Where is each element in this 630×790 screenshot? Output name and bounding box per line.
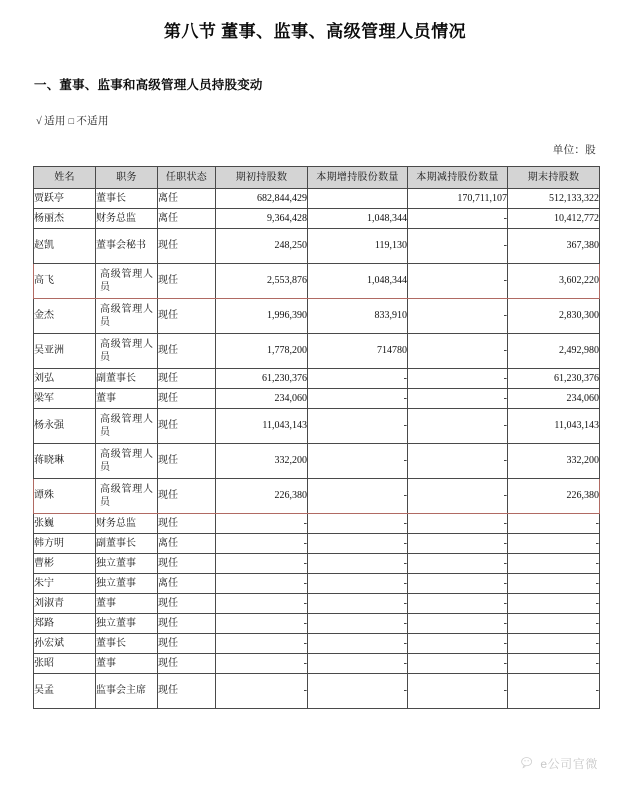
cell-name: 刘弘 (34, 369, 96, 389)
cell-status: 现任 (158, 614, 216, 634)
cell-shares-begin: 226,380 (216, 479, 308, 514)
cell-shares-increased: - (308, 534, 408, 554)
cell-position: 独立董事 (96, 574, 158, 594)
cell-position: 高级管理人员 (96, 444, 158, 479)
cell-status: 现任 (158, 369, 216, 389)
cell-position: 财务总监 (96, 514, 158, 534)
cell-shares-increased: - (308, 409, 408, 444)
cell-shares-decreased: - (408, 634, 508, 654)
cell-name: 郑路 (34, 614, 96, 634)
cell-shares-end: - (508, 554, 600, 574)
cell-status: 现任 (158, 389, 216, 409)
cell-shares-end: - (508, 614, 600, 634)
table-row (34, 534, 600, 554)
table-row (34, 229, 600, 264)
cell-shares-begin: - (216, 634, 308, 654)
cell-name: 杨永强 (34, 409, 96, 444)
applicable-checkmark-icon: √ (36, 116, 43, 127)
cell-shares-increased: - (308, 614, 408, 634)
cell-shares-begin: - (216, 534, 308, 554)
cell-status: 离任 (158, 209, 216, 229)
cell-shares-end: 11,043,143 (508, 409, 600, 444)
cell-status: 离任 (158, 574, 216, 594)
cell-shares-begin: - (216, 654, 308, 674)
table-header-row (34, 167, 600, 189)
cell-shares-decreased: - (408, 334, 508, 369)
cell-name: 吴孟 (34, 674, 96, 709)
watermark-text: e公司官微 (540, 757, 598, 771)
cell-name: 金杰 (34, 299, 96, 334)
cell-status: 现任 (158, 229, 216, 264)
cell-shares-increased: - (308, 554, 408, 574)
cell-shares-decreased: - (408, 444, 508, 479)
column-header-shares-begin: 期初持股数 (216, 167, 308, 189)
column-header-shares-increased: 本期增持股份数量 (308, 167, 408, 189)
cell-shares-end: 512,133,322 (508, 189, 600, 209)
cell-position: 副董事长 (96, 534, 158, 554)
cell-shares-increased: 1,048,344 (308, 264, 408, 299)
cell-shares-begin: 1,778,200 (216, 334, 308, 369)
cell-position: 高级管理人员 (96, 479, 158, 514)
cell-position: 董事长 (96, 634, 158, 654)
cell-shares-end: - (508, 594, 600, 614)
cell-shares-decreased: - (408, 264, 508, 299)
table-row (34, 674, 600, 709)
cell-shares-increased: - (308, 654, 408, 674)
cell-shares-decreased: - (408, 229, 508, 264)
cell-shares-end: - (508, 634, 600, 654)
cell-shares-decreased: - (408, 299, 508, 334)
cell-shares-begin: - (216, 554, 308, 574)
table-row (34, 264, 600, 299)
cell-shares-increased: - (308, 479, 408, 514)
table-row (34, 594, 600, 614)
cell-name: 谭殊 (34, 479, 96, 514)
cell-shares-begin: 248,250 (216, 229, 308, 264)
cell-status: 离任 (158, 189, 216, 209)
not-applicable-label: 不适用 (76, 116, 109, 127)
column-header-status: 任职状态 (158, 167, 216, 189)
cell-position: 高级管理人员 (96, 299, 158, 334)
cell-shares-increased: - (308, 594, 408, 614)
cell-name: 朱宁 (34, 574, 96, 594)
cell-name: 蒋晓琳 (34, 444, 96, 479)
cell-status: 现任 (158, 334, 216, 369)
cell-shares-decreased: - (408, 554, 508, 574)
cell-position: 高级管理人员 (96, 334, 158, 369)
cell-name: 杨丽杰 (34, 209, 96, 229)
applicable-label: 适用 (44, 116, 66, 127)
cell-position: 监事会主席 (96, 674, 158, 709)
cell-shares-end: 226,380 (508, 479, 600, 514)
cell-status: 现任 (158, 299, 216, 334)
table-row (34, 614, 600, 634)
cell-shares-end: - (508, 574, 600, 594)
cell-shares-end: 61,230,376 (508, 369, 600, 389)
cell-status: 现任 (158, 634, 216, 654)
holdings-table (33, 166, 600, 709)
holdings-table-container (0, 157, 630, 709)
cell-shares-increased: 833,910 (308, 299, 408, 334)
cell-shares-end: 234,060 (508, 389, 600, 409)
cell-shares-increased: - (308, 389, 408, 409)
cell-status: 现任 (158, 594, 216, 614)
cell-status: 现任 (158, 444, 216, 479)
watermark (521, 755, 598, 772)
cell-shares-decreased: 170,711,107 (408, 189, 508, 209)
cell-shares-begin: 234,060 (216, 389, 308, 409)
cell-name: 孙宏斌 (34, 634, 96, 654)
cell-shares-end: 367,380 (508, 229, 600, 264)
cell-shares-begin: 2,553,876 (216, 264, 308, 299)
cell-name: 曹彬 (34, 554, 96, 574)
cell-name: 赵凯 (34, 229, 96, 264)
cell-position: 副董事长 (96, 369, 158, 389)
cell-name: 吴亚洲 (34, 334, 96, 369)
cell-shares-end: - (508, 514, 600, 534)
cell-position: 董事长 (96, 189, 158, 209)
cell-position: 独立董事 (96, 554, 158, 574)
cell-shares-increased: 1,048,344 (308, 209, 408, 229)
cell-name: 刘淑青 (34, 594, 96, 614)
cell-shares-begin: - (216, 514, 308, 534)
table-row (34, 479, 600, 514)
wechat-logo-icon (521, 756, 536, 771)
cell-shares-begin: 9,364,428 (216, 209, 308, 229)
cell-status: 现任 (158, 479, 216, 514)
cell-shares-increased (308, 189, 408, 209)
cell-name: 张巍 (34, 514, 96, 534)
column-header-position: 职务 (96, 167, 158, 189)
unit-note: 单位：股 (552, 145, 596, 156)
cell-shares-decreased: - (408, 574, 508, 594)
cell-shares-end: 3,602,220 (508, 264, 600, 299)
cell-position: 董事会秘书 (96, 229, 158, 264)
cell-position: 高级管理人员 (96, 409, 158, 444)
cell-shares-decreased: - (408, 369, 508, 389)
cell-status: 现任 (158, 674, 216, 709)
cell-shares-increased: - (308, 514, 408, 534)
cell-shares-increased: 119,130 (308, 229, 408, 264)
cell-shares-increased: - (308, 674, 408, 709)
table-row (34, 634, 600, 654)
cell-shares-begin: - (216, 674, 308, 709)
cell-status: 现任 (158, 554, 216, 574)
cell-status: 现任 (158, 264, 216, 299)
cell-shares-begin: - (216, 614, 308, 634)
cell-name: 梁军 (34, 389, 96, 409)
table-row (34, 654, 600, 674)
cell-shares-begin: - (216, 594, 308, 614)
table-row (34, 554, 600, 574)
cell-shares-end: 10,412,772 (508, 209, 600, 229)
cell-shares-decreased: - (408, 389, 508, 409)
cell-status: 现任 (158, 654, 216, 674)
cell-shares-begin: 332,200 (216, 444, 308, 479)
cell-shares-begin: 61,230,376 (216, 369, 308, 389)
table-row (34, 334, 600, 369)
cell-name: 张昭 (34, 654, 96, 674)
table-row (34, 409, 600, 444)
cell-shares-increased: - (308, 634, 408, 654)
cell-position: 董事 (96, 594, 158, 614)
table-row (34, 444, 600, 479)
cell-shares-end: - (508, 654, 600, 674)
table-row (34, 299, 600, 334)
cell-shares-decreased: - (408, 594, 508, 614)
cell-position: 财务总监 (96, 209, 158, 229)
cell-shares-decreased: - (408, 534, 508, 554)
cell-shares-end: - (508, 674, 600, 709)
page-title: 第八节 董事、监事、高级管理人员情况 (163, 22, 467, 41)
cell-position: 董事 (96, 389, 158, 409)
cell-shares-increased: - (308, 574, 408, 594)
cell-shares-begin: 11,043,143 (216, 409, 308, 444)
column-header-shares-end: 期末持股数 (508, 167, 600, 189)
table-row (34, 574, 600, 594)
cell-shares-decreased: - (408, 409, 508, 444)
applicability-line (0, 93, 630, 128)
table-row (34, 189, 600, 209)
cell-shares-end: 332,200 (508, 444, 600, 479)
cell-shares-decreased: - (408, 514, 508, 534)
cell-position: 高级管理人员 (96, 264, 158, 299)
column-header-shares-decreased: 本期减持股份数量 (408, 167, 508, 189)
table-row (34, 209, 600, 229)
table-row (34, 389, 600, 409)
cell-shares-begin: 1,996,390 (216, 299, 308, 334)
cell-shares-decreased: - (408, 614, 508, 634)
cell-status: 现任 (158, 409, 216, 444)
cell-position: 独立董事 (96, 614, 158, 634)
table-row (34, 514, 600, 534)
cell-name: 贾跃亭 (34, 189, 96, 209)
cell-shares-decreased: - (408, 209, 508, 229)
cell-shares-increased: 714780 (308, 334, 408, 369)
cell-shares-end: 2,492,980 (508, 334, 600, 369)
table-row (34, 369, 600, 389)
column-header-name: 姓名 (34, 167, 96, 189)
cell-shares-begin: - (216, 574, 308, 594)
cell-status: 现任 (158, 514, 216, 534)
cell-position: 董事 (96, 654, 158, 674)
not-applicable-checkbox-icon: □ (68, 116, 75, 126)
section-heading: 一、董事、监事和高级管理人员持股变动 (34, 78, 263, 92)
cell-status: 离任 (158, 534, 216, 554)
cell-shares-end: 2,830,300 (508, 299, 600, 334)
cell-shares-begin: 682,844,429 (216, 189, 308, 209)
cell-shares-increased: - (308, 444, 408, 479)
cell-shares-decreased: - (408, 674, 508, 709)
cell-shares-increased: - (308, 369, 408, 389)
cell-name: 高飞 (34, 264, 96, 299)
cell-shares-end: - (508, 534, 600, 554)
cell-name: 韩方明 (34, 534, 96, 554)
cell-shares-decreased: - (408, 479, 508, 514)
cell-shares-decreased: - (408, 654, 508, 674)
holdings-table-body (34, 189, 600, 709)
